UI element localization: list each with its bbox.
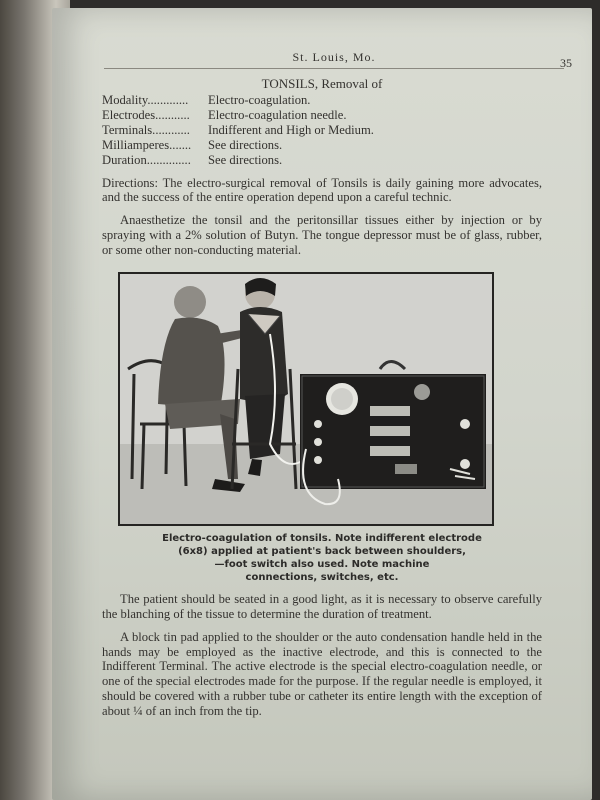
spec-row [102, 153, 374, 168]
spec-row [102, 123, 374, 138]
spec-value: Electro-coagulation needle. [208, 108, 347, 123]
spec-value: Electro-coagulation. [208, 93, 311, 108]
spec-label: Duration.............. [102, 152, 191, 167]
spec-label: Electrodes........... [102, 108, 190, 123]
page-number: 35 [560, 56, 572, 70]
photo-illustration [120, 274, 492, 524]
tinpad-paragraph: A block tin pad applied to the shoulder or the auto condensation handle held in the hands may be employed as the inactive electrode, and this is connected to the Indifferent Terminal. The active electrode is the special electro-coagulation needle, or one of the special electrodes made for the purpose. If the regular needle is employed, it should be covered with a rubber tube or catheter its entire length with the exception of about ¼ of an inch from the tip. [102, 629, 542, 718]
spec-value: See directions. [208, 137, 283, 152]
spec-row [102, 138, 374, 153]
directions-paragraph: Directions: The electro-surgical removal of Tonsils is daily gaining more advocates, and the success of the entire operation depend upon a careful technic. [102, 175, 542, 205]
caption-line: Electro-coagulation of tonsils. Note indifferent electrode [162, 532, 482, 544]
spec-label: Milliamperes....... [102, 137, 192, 152]
specs-table [102, 93, 374, 167]
book-page [52, 8, 592, 800]
spec-label: Modality............. [102, 93, 189, 108]
patient-paragraph: The patient should be seated in a good light, as it is necessary to observe carefully the blanching of the tissue to determine the duration of treatment. [102, 591, 542, 621]
spec-value: See directions. [208, 152, 283, 167]
page-content [102, 76, 542, 719]
photo-figure [118, 272, 494, 526]
spec-label: Terminals............ [102, 123, 190, 138]
caption-line: —foot switch also used. Note machine [214, 558, 430, 570]
section-title: TONSILS, Removal of [261, 76, 383, 91]
figure-caption [102, 532, 542, 584]
spec-row [102, 108, 374, 123]
spec-value: Indifferent and High or Medium. [208, 123, 374, 138]
spec-row [102, 93, 374, 108]
anaesthetize-paragraph: Anaesthetize the tonsil and the peritonsillar tissues either by injection or by spraying with a 2% solution of Butyn. The tongue depressor must be of glass, rubber, or some other non-conducting material. [102, 213, 542, 258]
caption-line: connections, switches, etc. [245, 571, 399, 583]
page-header [104, 48, 572, 70]
caption-line: (6x8) applied at patient's back between shoulders, [178, 545, 466, 557]
running-head: St. Louis, Mo. [292, 50, 376, 64]
